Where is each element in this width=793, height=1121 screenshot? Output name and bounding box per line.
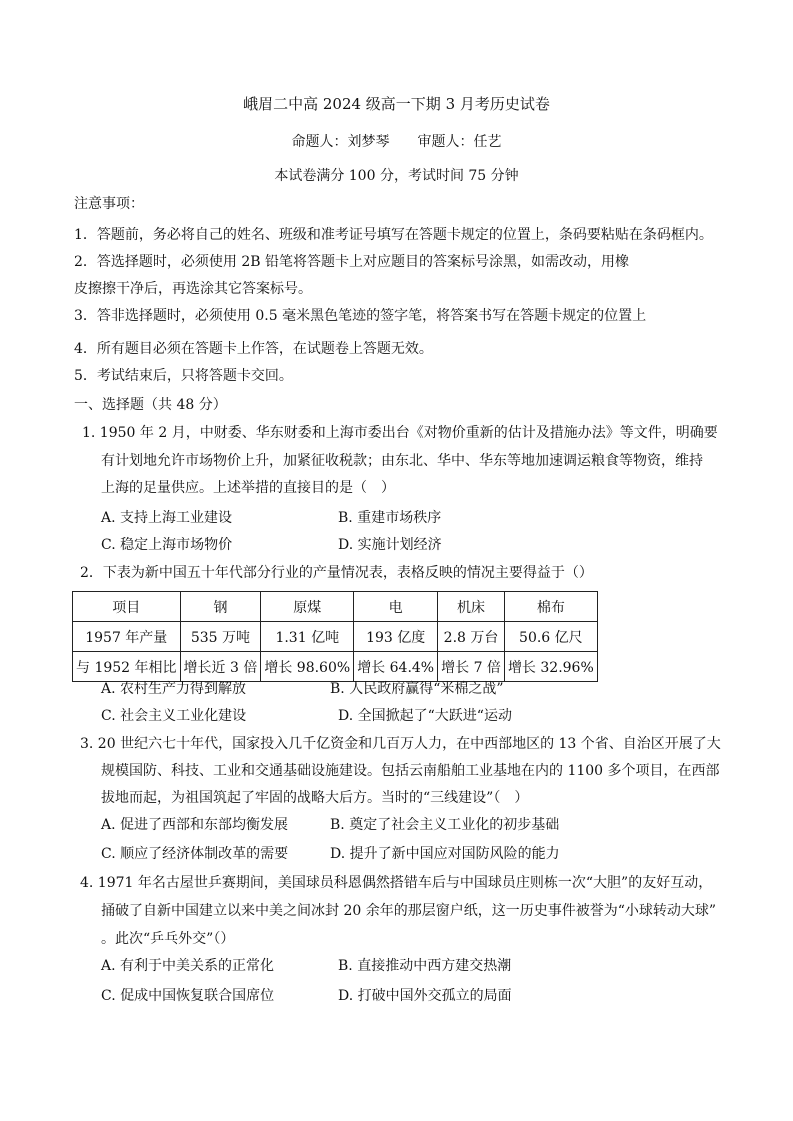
table-cell: 增长 64.4% xyxy=(354,652,438,682)
table-cell: 增长 7 倍 xyxy=(438,652,505,682)
table-cell: 193 亿度 xyxy=(354,622,438,652)
notice-item: 3．答非选择题时，必须使用 0.5 毫米黑色笔迹的签字笔，将答案书写在答题卡规定的位置上 xyxy=(74,308,647,324)
notice-item: 5．考试结束后，只将答题卡交回。 xyxy=(74,368,293,384)
exam-score-time: 本试卷满分 100 分，考试时间 75 分钟 xyxy=(274,168,519,184)
table-cell: 1.31 亿吨 xyxy=(261,622,354,652)
table-header-row xyxy=(73,592,598,622)
question-2-option-b: B. 人民政府赢得“米棉之战” xyxy=(330,681,504,697)
question-3-stem: 拔地而起，为祖国筑起了牢固的战略大后方。当时的“三线建设”（ ） xyxy=(101,790,529,806)
table-cell: 1957 年产量 xyxy=(73,622,181,652)
table-header-cell: 机床 xyxy=(438,592,505,622)
table-cell: 增长 98.60% xyxy=(261,652,354,682)
table-cell: 与 1952 年相比 xyxy=(73,652,181,682)
question-1-stem: 有计划地允许市场物价上升，加紧征收税款；由东北、华中、华东等地加速调运粮食等物资，维持 xyxy=(101,453,703,469)
question-4-stem: 。此次“乒乓外交”（） xyxy=(101,931,235,947)
table-cell: 535 万吨 xyxy=(180,622,261,652)
question-3-option-b: B. 奠定了社会主义工业化的初步基础 xyxy=(330,817,560,833)
notice-item: 2．答选择题时，必须使用 2B 铅笔将答题卡上对应题目的答案标号涂黑，如需改动，用橡 xyxy=(74,254,630,270)
table-cell: 增长近 3 倍 xyxy=(180,652,261,682)
table-header-cell: 原煤 xyxy=(261,592,354,622)
question-1-option-c: C. 稳定上海市场物价 xyxy=(101,537,233,553)
table-cell: 2.8 万台 xyxy=(438,622,505,652)
exam-authors: 命题人：刘梦琴 审题人：任艺 xyxy=(291,134,502,150)
question-1-option-a: A. 支持上海工业建设 xyxy=(101,510,233,526)
exam-title: 峨眉二中高 2024 级高一下期 3 月考历史试卷 xyxy=(243,95,550,113)
notice-item: 4．所有题目必须在答题卡上作答，在试题卷上答题无效。 xyxy=(74,341,433,357)
notice-item: 1．答题前，务必将自己的姓名、班级和准考证号填写在答题卡规定的位置上，条码要粘贴在条码框内。 xyxy=(74,227,713,243)
question-2-option-a: A. 农村生产力得到解放 xyxy=(101,681,247,697)
table-header-cell: 钢 xyxy=(180,592,261,622)
table-header-cell: 项目 xyxy=(73,592,181,622)
question-4-option-b: B. 直接推动中西方建交热潮 xyxy=(338,958,512,974)
question-1-option-b: B. 重建市场秩序 xyxy=(338,510,442,526)
question-2-option-c: C. 社会主义工业化建设 xyxy=(101,708,247,724)
question-4-option-a: A. 有利于中美关系的正常化 xyxy=(101,958,275,974)
question-3-stem: 3. 20 世纪六七十年代，国家投入几千亿资金和几百万人力，在中西部地区的 13 个省、自治区开展了大 xyxy=(80,736,721,752)
question-2-option-d: D. 全国掀起了“大跃进“运动 xyxy=(338,708,512,724)
question-1-stem: 上海的足量供应。上述举措的直接目的是（ ） xyxy=(101,480,395,496)
table-header-cell: 棉布 xyxy=(504,592,597,622)
question-4-option-c: C. 促成中国恢复联合国席位 xyxy=(101,988,275,1004)
question-2-stem: 2．下表为新中国五十年代部分行业的产量情况表，表格反映的情况主要得益于（） xyxy=(80,565,593,581)
question-3-stem: 规模国防、科技、工业和交通基础设施建设。包括云南船舶工业基地在内的 1100 多个项目，在西部 xyxy=(101,763,720,779)
table-cell: 增长 32.96% xyxy=(504,652,597,682)
question-4-stem: 捅破了自新中国建立以来中美之间冰封 20 余年的那层窗户纸，这一历史事件被誉为“小球转动大球” xyxy=(101,903,717,919)
question-1-option-d: D. 实施计划经济 xyxy=(338,537,442,553)
notice-item: 皮擦擦干净后，再选涂其它答案标号。 xyxy=(74,281,312,297)
production-table xyxy=(72,591,598,682)
question-3-option-d: D. 提升了新中国应对国防风险的能力 xyxy=(330,846,560,862)
notice-heading: 注意事项： xyxy=(74,196,144,212)
question-3-option-c: C. 顺应了经济体制改革的需要 xyxy=(101,846,289,862)
table-cell: 50.6 亿尺 xyxy=(504,622,597,652)
question-3-option-a: A. 促进了西部和东部均衡发展 xyxy=(101,817,289,833)
question-1-stem: 1. 1950 年 2 月，中财委、华东财委和上海市委出台《对物价重新的估计及措施办法》等文件，明确要 xyxy=(82,425,718,441)
table-row xyxy=(73,652,598,682)
table-row xyxy=(73,622,598,652)
section-heading: 一、选择题（共 48 分） xyxy=(74,397,227,413)
question-4-option-d: D. 打破中国外交孤立的局面 xyxy=(338,988,512,1004)
question-4-stem: 4. 1971 年名古屋世乒赛期间，美国球员科恩偶然搭错车后与中国球员庄则栋一次“大胆”的友好互动， xyxy=(80,875,713,891)
table-header-cell: 电 xyxy=(354,592,438,622)
